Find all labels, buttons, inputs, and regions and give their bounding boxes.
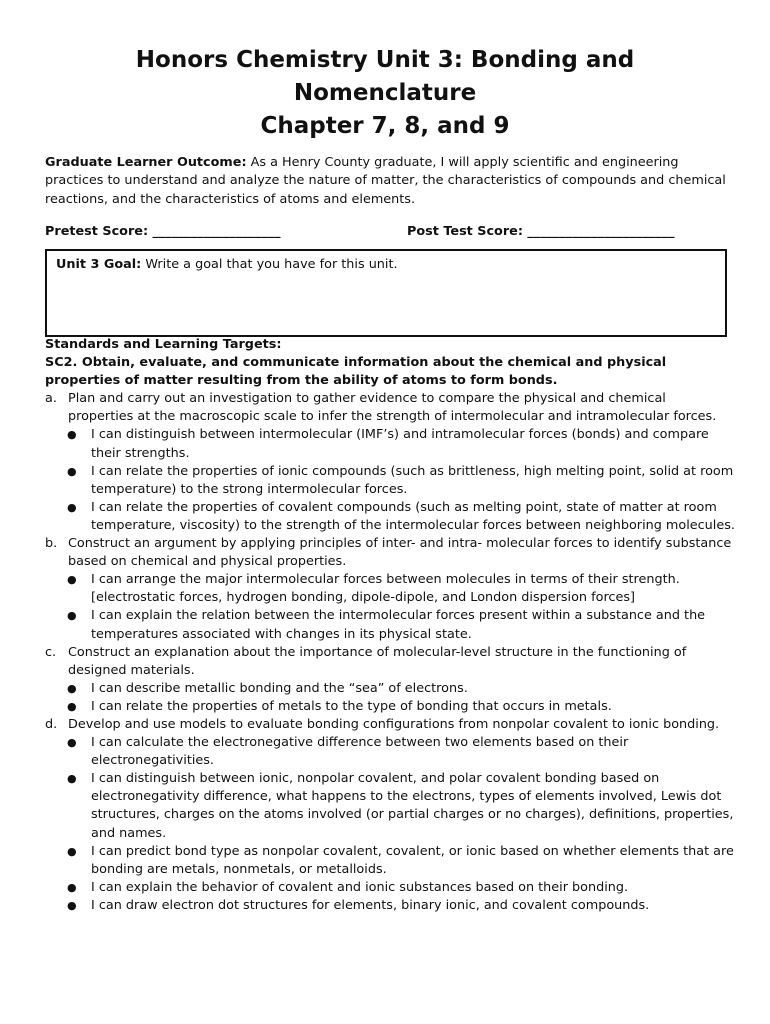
- standard-item-letter: a.: [45, 391, 57, 407]
- bullet-icon: ●: [67, 573, 77, 587]
- standard-item-text: Develop and use models to evaluate bonding configurations from nonpolar covalent to ionic bonding.: [68, 716, 720, 732]
- standard-item: [45, 644, 735, 680]
- learning-target-text: I can explain the relation between the intermolecular forces present within a substance and the temperatures associated with changes in its physical state.: [91, 608, 706, 642]
- learning-target: [45, 843, 735, 879]
- title-line-3: Chapter 7, 8, and 9: [260, 113, 510, 139]
- title-line-1: Honors Chemistry Unit 3: Bonding and: [135, 47, 635, 73]
- learning-target-text: I can explain the behavior of covalent and ionic substances based on their bonding.: [91, 879, 629, 895]
- learning-target: [45, 770, 735, 842]
- unit-goal-label: Unit 3 Goal:: [56, 257, 142, 272]
- learning-target-text: I can arrange the major intermolecular forces between molecules in terms of their strength. [electrostatic forces, hydrogen bonding, dipole-dipole, and London dispersion forces]: [91, 572, 680, 606]
- bullet-icon: ●: [67, 699, 77, 713]
- pretest-score: Pretest Score: ____________________: [45, 224, 281, 239]
- learning-target: [45, 879, 735, 897]
- bullet-icon: ●: [67, 880, 77, 894]
- learning-target: [45, 698, 735, 716]
- learning-target: [45, 499, 735, 535]
- learning-target: [45, 426, 735, 462]
- graduate-learner-outcome: [45, 154, 735, 209]
- scores-row: [45, 223, 735, 241]
- standard-item-text: Construct an argument by applying principles of inter- and intra- molecular forces to identify substance based on chemical and physical properties.: [68, 536, 732, 570]
- bullet-icon: ●: [67, 609, 77, 623]
- bullet-icon: ●: [67, 772, 77, 786]
- learning-target-text: I can distinguish between ionic, nonpolar covalent, and polar covalent bonding based on electronegativity difference, what happens to the electrons, types of elements involved, Lewis dot structures, charges on the atoms involved (or partial charges or no charges), definitions, properties, and names.: [91, 771, 734, 841]
- unit-goal-prompt: [56, 256, 398, 274]
- title-line-2: Nomenclature: [293, 80, 477, 106]
- standard-item-letter: d.: [45, 716, 58, 732]
- standard-item-letter: c.: [45, 644, 57, 660]
- learning-target-text: I can distinguish between intermolecular (IMF’s) and intramolecular forces (bonds) and compare their strengths.: [91, 427, 709, 461]
- learning-target-text: I can calculate the electronegative difference between two elements based on their electronegativities.: [91, 735, 629, 769]
- learning-target-text: I can relate the properties of metals to the type of bonding that occurs in metals.: [91, 698, 612, 714]
- bullet-icon: ●: [67, 844, 77, 858]
- learning-target-text: I can predict bond type as nonpolar covalent, covalent, or ionic based on whether elements that are bonding are metals, nonmetals, or metalloids.: [91, 843, 734, 877]
- page-title: [40, 44, 730, 143]
- learning-target-list: [45, 734, 735, 915]
- learning-target-list: [45, 680, 735, 716]
- learning-target: [45, 897, 735, 915]
- unit-goal-box[interactable]: [45, 249, 727, 337]
- learning-target: [45, 463, 735, 499]
- standards-items: [45, 390, 735, 915]
- standard-item: [45, 716, 735, 734]
- unit-goal-text: Write a goal that you have for this unit.: [141, 257, 398, 272]
- standard-sc2: SC2. Obtain, evaluate, and communicate information about the chemical and physical properties of matter resulting from the ability of atoms to form bonds.: [45, 355, 667, 389]
- standard-item: [45, 390, 735, 426]
- standards-section: [45, 336, 735, 915]
- bullet-icon: ●: [67, 428, 77, 442]
- standard-item-text: Construct an explanation about the importance of molecular-level structure in the functioning of designed materials.: [68, 644, 687, 678]
- bullet-icon: ●: [67, 681, 77, 695]
- learning-target-text: I can draw electron dot structures for elements, binary ionic, and covalent compounds.: [91, 897, 650, 913]
- learning-target: [45, 571, 735, 607]
- posttest-score: Post Test Score: _______________________: [407, 224, 675, 239]
- learning-target-list: [45, 426, 735, 535]
- standards-heading: Standards and Learning Targets:: [45, 337, 282, 352]
- bullet-icon: ●: [67, 736, 77, 750]
- bullet-icon: ●: [67, 464, 77, 478]
- outcome-text: As a Henry County graduate, I will apply scientific and engineering practices to understand and analyze the nature of matter, the characteristics of compounds and chemical reactions, and the characteristics of atoms and elements.: [45, 155, 726, 207]
- bullet-icon: ●: [67, 500, 77, 514]
- learning-target-text: I can relate the properties of ionic compounds (such as brittleness, high melting point, solid at room temperature) to the strong intermolecular forces.: [91, 463, 734, 497]
- learning-target-text: I can describe metallic bonding and the “sea” of electrons.: [91, 680, 468, 696]
- learning-target: [45, 607, 735, 643]
- standard-item-letter: b.: [45, 536, 58, 552]
- learning-target-text: I can relate the properties of covalent compounds (such as melting point, state of matter at room temperature, viscosity) to the strength of the intermolecular forces between neighboring molecules.: [91, 499, 735, 533]
- learning-target: [45, 734, 735, 770]
- learning-target-list: [45, 571, 735, 643]
- learning-target: [45, 680, 735, 698]
- bullet-icon: ●: [67, 898, 77, 912]
- standard-item: [45, 535, 735, 571]
- standard-item-text: Plan and carry out an investigation to gather evidence to compare the physical and chemical properties at the macroscopic scale to infer the strength of intermolecular and intramolecular forces.: [68, 391, 717, 425]
- outcome-label: Graduate Learner Outcome:: [45, 155, 247, 170]
